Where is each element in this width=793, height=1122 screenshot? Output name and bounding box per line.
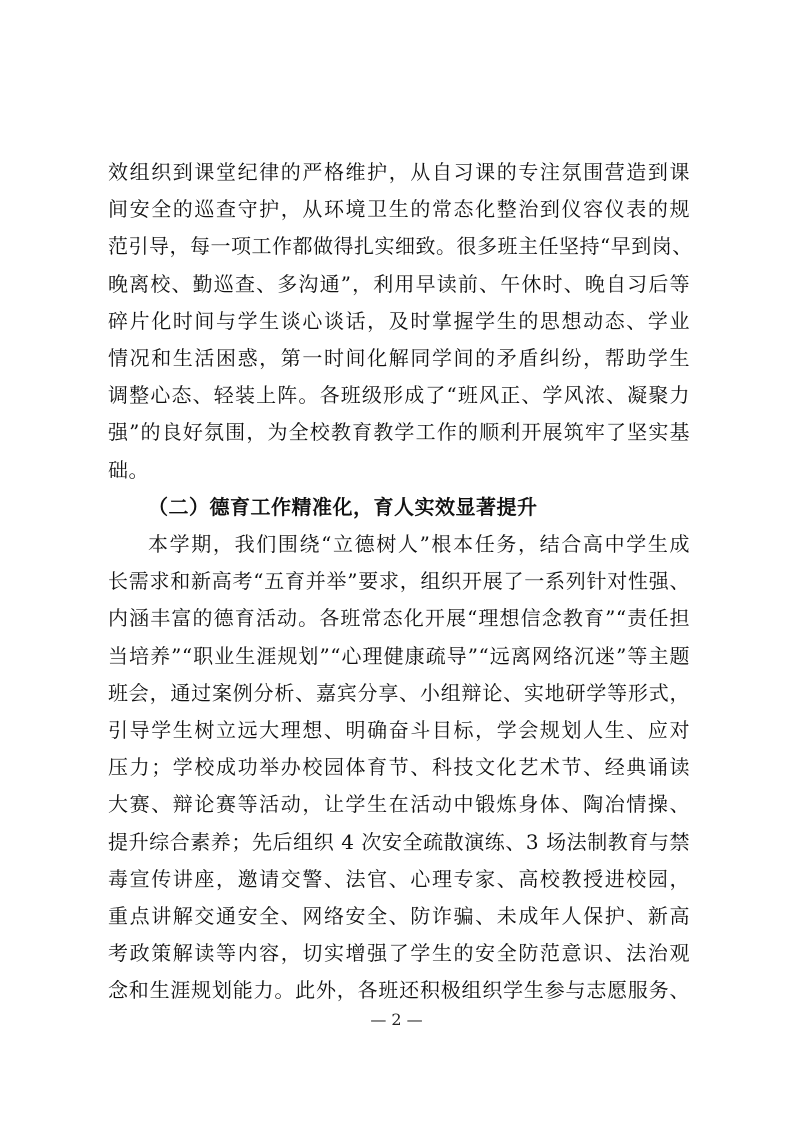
- section-heading: （二）德育工作精准化，育人实效显著提升: [148, 494, 538, 519]
- paragraph-line: 晚离校、勤巡查、多沟通”，利用早读前、午休时、晚自习后等: [108, 271, 690, 296]
- paragraph-line: 念和生涯规划能力。此外，各班还积极组织学生参与志愿服务、: [108, 978, 690, 1003]
- page-number: — 2 —: [370, 1010, 423, 1029]
- paragraph-line: 班会，通过案例分析、嘉宾分享、小组辩论、实地研学等形式，: [108, 680, 690, 705]
- paragraph-line: 碎片化时间与学生谈心谈话，及时掌握学生的思想动态、学业: [108, 308, 690, 333]
- paragraph-line: 效组织到课堂纪律的严格维护，从自习课的专注氛围营造到课: [108, 160, 690, 184]
- paragraph-line: 重点讲解交通安全、网络安全、防诈骗、未成年人保护、新高: [108, 904, 690, 928]
- paragraph-line: 大赛、辩论赛等活动，让学生在活动中锻炼身体、陶冶情操、: [108, 792, 690, 817]
- paragraph-line: 情况和生活困惑，第一时间化解同学间的矛盾纠纷，帮助学生: [108, 346, 690, 370]
- paragraph-line: 压力；学校成功举办校园体育节、科技文化艺术节、经典诵读: [108, 755, 690, 780]
- paragraph-line: 长需求和新高考“五育并举”要求，组织开展了一系列针对性强、: [108, 569, 690, 594]
- paragraph-line: 毒宣传讲座，邀请交警、法官、心理专家、高校教授进校园，: [108, 866, 690, 891]
- paragraph-line: 本学期，我们围绕“立德树人”根本任务，结合高中学生成: [148, 532, 690, 556]
- paragraph-line: 范引导，每一项工作都做得扎实细致。很多班主任坚持“早到岗、: [108, 234, 693, 259]
- paragraph-line: 础。: [108, 457, 149, 482]
- paragraph-line: 引导学生树立远大理想、明确奋斗目标，学会规划人生、应对: [108, 718, 690, 742]
- paragraph-line: 当培养”“职业生涯规划”“心理健康疏导”“远离网络沉迷”等主题: [108, 643, 690, 668]
- paragraph-line: 提升综合素养；先后组织 4 次安全疏散演练、3 场法制教育与禁: [108, 829, 690, 854]
- paragraph-line: 考政策解读等内容，切实增强了学生的安全防范意识、法治观: [108, 941, 690, 966]
- paragraph-line: 强”的良好氛围，为全校教育教学工作的顺利开展筑牢了坚实基: [108, 420, 690, 445]
- paragraph-line: 调整心态、轻装上阵。各班级形成了“班风正、学风浓、凝聚力: [108, 383, 690, 408]
- paragraph-line: 内涵丰富的德育活动。各班常态化开展“理想信念教育”“责任担: [108, 606, 690, 631]
- paragraph-line: 间安全的巡查守护，从环境卫生的常态化整治到仪容仪表的规: [108, 197, 690, 222]
